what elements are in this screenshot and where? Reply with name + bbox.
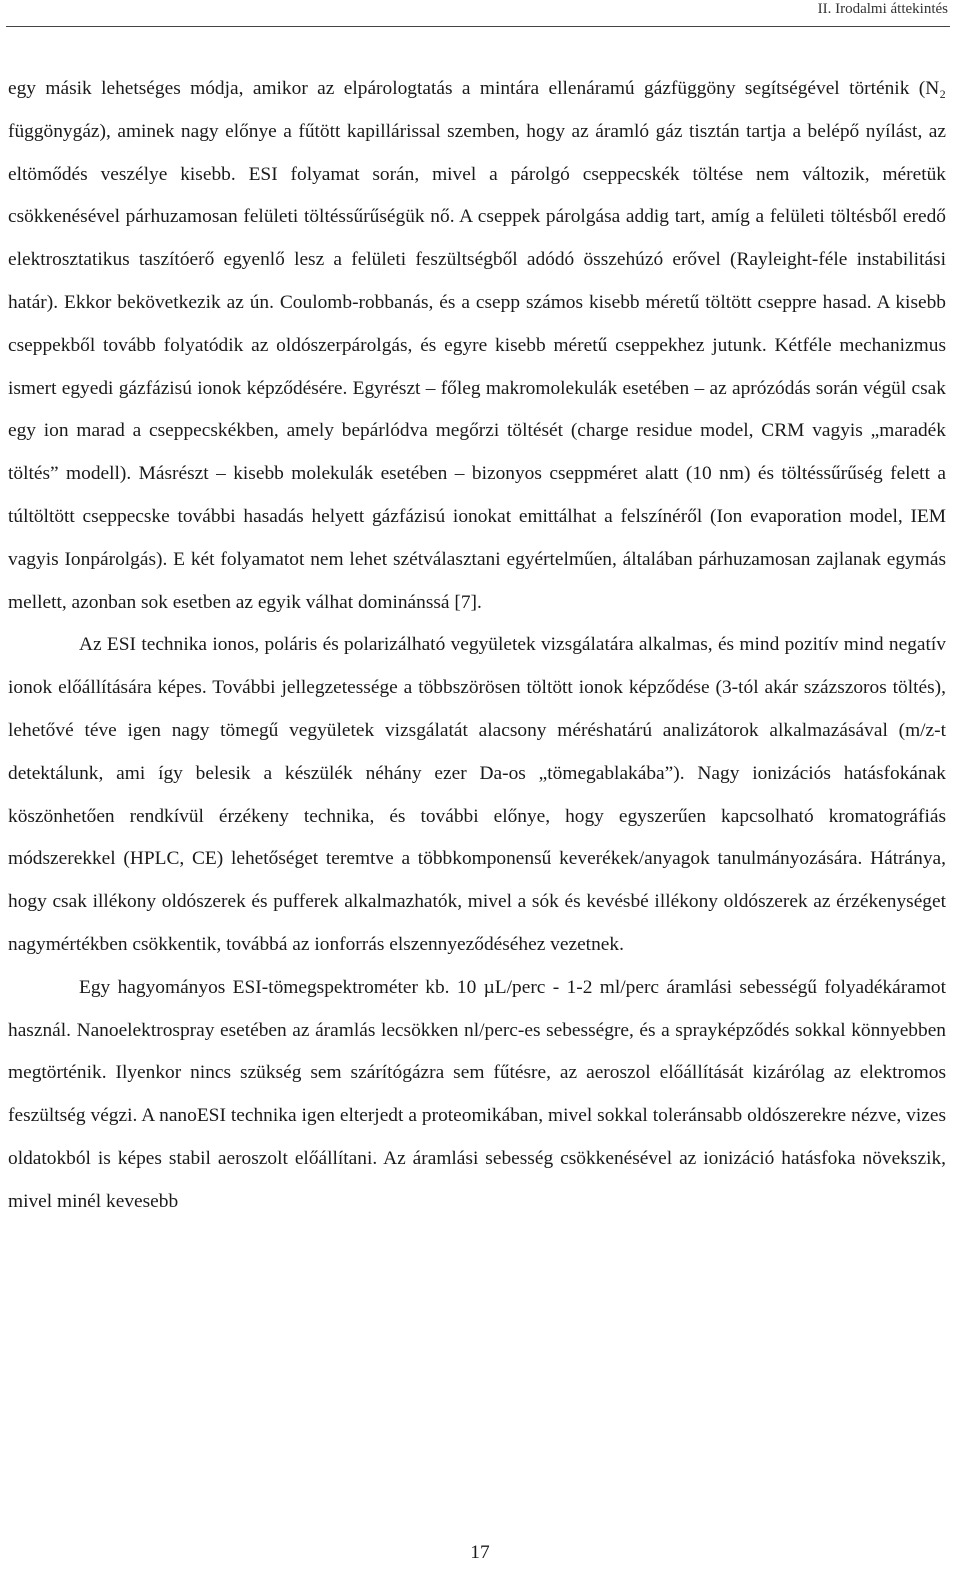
page-number: 17 <box>470 1542 490 1563</box>
running-header: II. Irodalmi áttekintés <box>817 1 948 17</box>
header-divider <box>6 26 950 27</box>
paragraph-2: Az ESI technika ionos, poláris és polarizálható vegyületek vizsgálatára alkalmas, és mind pozitív mind negatív ionok előállítására képes. További jellegzetessége a többszörösen töltött ionok képződése (3-tól akár százszoros töltés), lehetővé téve igen nagy tömegű vegyületek vizsgálatát alacsony méréshatárú analizátorok alkalmazásával (m/z-t detektálunk, ami így belesik a készülék néhány ezer Da-os „tömegablakába”). Nagy ionizációs hatásfokának köszönhetően rendkívül érzékeny technika, és további előnye, hogy egyszerűen kapcsolható kromatográfiás módszerekkel (HPLC, CE) lehetőséget teremtve a többkomponensű keverékek/anyagok tanulmányozására. Hátránya, hogy csak illékony oldószerek és pufferek alkalmazhatók, mivel a sók és kevésbé illékony oldószerek az érzékenységet nagymértékben csökkentik, továbbá az ionforrás elszennyeződéséhez vezetnek. <box>8 634 946 955</box>
paragraph-1: egy másik lehetséges módja, amikor az elpárologtatás a mintára ellenáramú gázfüggöny segítségével történik (N₂ függönygáz), aminek nagy előnye a fűtött kapillárissal szemben, hogy az áramló gáz tisztán tartja a belépő nyílást, az eltömődés veszélye kisebb. ESI folyamat során, mivel a párolgó cseppecskék töltése nem változik, méretük csökkenésével párhuzamosan felületi töltéssűrűségük nő. A cseppek párolgása addig tart, amíg a felületi töltésből eredő elektrosztatikus taszítóerő egyenlő lesz a felületi feszültségből adódó összehúzó erővel (Rayleight-féle instabilitási határ). Ekkor bekövetkezik az ún. Coulomb-robbanás, és a csepp számos kisebb méretű töltött cseppre hasad. A kisebb cseppekből tovább folyatódik az oldószerpárolgás, és egyre kisebb méretű cseppekhez jutunk. Kétféle mechanizmus ismert egyedi gázfázisú ionok képződésére. Egyrészt – főleg makromolekulák esetében – az aprózódás során végül csak egy ion marad a cseppecskékben, amely bepárlódva megőrzi töltését (charge residue model, CRM vagyis „maradék töltés” modell). Másrészt – kisebb molekulák esetében – bizonyos cseppméret alatt (10 nm) és töltéssűrűség felett a túltöltött cseppecske további hasadás helyett gázfázisú ionokat emittálhat a felszínéről (Ion evaporation model, IEM vagyis Ionpárolgás). E két folyamatot nem lehet szétválasztani egyértelműen, általában párhuzamosan zajlanak egymás mellett, azonban sok esetben az egyik válhat dominánssá [7]. <box>8 78 946 613</box>
paragraph-3: Egy hagyományos ESI-tömegspektrométer kb. 10 µL/perc - 1-2 ml/perc áramlási sebességű folyadékáramot használ. Nanoelektrospray esetében az áramlás lecsökken nl/perc-es sebességre, és a sprayképződés sokkal könnyebben megtörténik. Ilyenkor nincs szükség sem szárítógázra sem fűtésre, az aeroszol előállítását kizárólag az elektromos feszültség végzi. A nanoESI technika igen elterjedt a proteomikában, mivel sokkal toleránsabb oldószerekre nézve, vizes oldatokból is képes stabil aeroszolt előállítani. Az áramlási sebesség csökkenésével az ionizáció hatásfoka növekszik, mivel minél kevesebb <box>8 976 946 1212</box>
body-text <box>8 68 946 1224</box>
